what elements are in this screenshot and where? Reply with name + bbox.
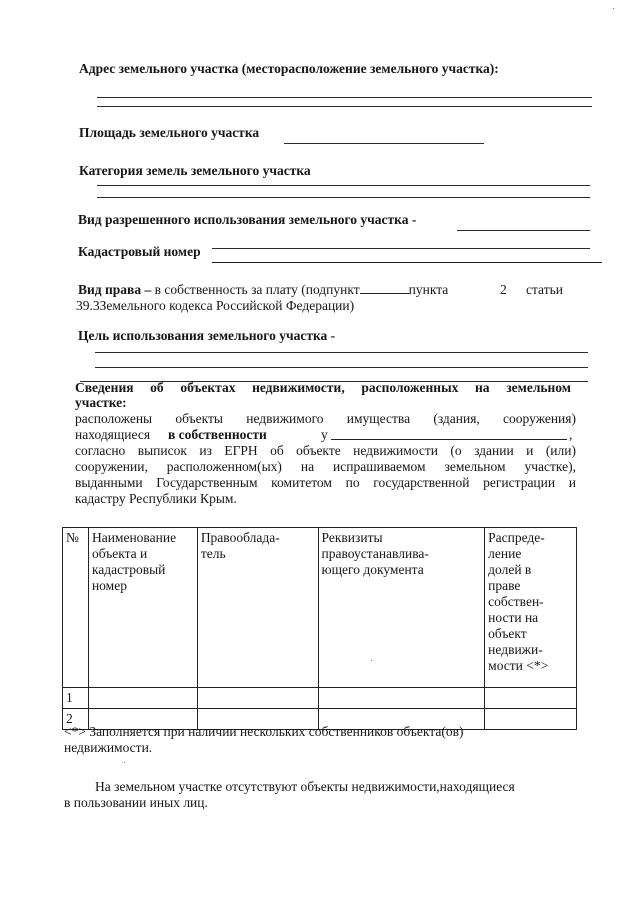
cadastral-line-upper	[212, 248, 590, 249]
table-row	[63, 688, 577, 709]
scan-speck	[613, 8, 614, 9]
owner-blank	[331, 439, 567, 440]
right-type-line-1	[78, 282, 570, 298]
row-number: 1	[63, 688, 89, 709]
realty-text-2a: находящиеся	[75, 427, 151, 442]
right-type-num: 2	[500, 282, 507, 297]
footnote-line-1: <*> Заполняется при наличии нескольких собственников объекта(ов)	[64, 724, 464, 739]
row-number: 2	[63, 709, 89, 730]
table-cell	[485, 688, 577, 709]
header-document: Реквизиты правоустанавлива- ющего документа	[318, 528, 485, 688]
realty-text-3: согласно выписок из ЕГРН об объекте недвижимости (о здании и (или)	[75, 443, 576, 458]
realty-text-2c: у	[321, 427, 328, 442]
footnote-line-2: недвижимости.	[64, 740, 153, 755]
purpose-line-1	[95, 352, 588, 353]
scan-speck	[371, 660, 372, 661]
purpose-line-2	[95, 367, 588, 368]
area-line	[284, 143, 484, 144]
table-cell	[88, 688, 197, 709]
realty-text-4: сооружении, расположенном(ых) на испрашиваемом земельном участке),	[75, 459, 576, 474]
right-type-label: Вид права –	[78, 282, 152, 297]
realty-heading: Сведения об объектах недвижимости, расположенных на земельном	[75, 380, 571, 395]
right-type-text: в собственность за плату (подпункт	[154, 282, 360, 297]
realty-text-1: расположены объекты недвижимого имущества (здания, сооружения)	[75, 411, 576, 426]
permitted-use-label: Вид разрешенного использования земельного участка -	[78, 212, 417, 227]
purpose-label: Цель использования земельного участка -	[78, 328, 336, 343]
address-label: Адрес земельного участка (месторасположение земельного участка):	[79, 61, 499, 76]
realty-text-2	[75, 427, 576, 443]
address-line-2	[97, 106, 592, 107]
closing-line-2: в пользовании иных лиц.	[64, 795, 208, 810]
realty-text-5: выданными Государственным комитетом по государственной регистрации и	[75, 475, 576, 490]
right-type-after: пункта	[408, 282, 449, 297]
header-object-name: Наименование объекта и кадастровый номер	[88, 528, 197, 688]
realty-text-6: кадастру Республики Крым.	[75, 491, 237, 506]
scan-speck	[124, 762, 125, 763]
category-line-1	[97, 185, 590, 186]
cadastral-line	[212, 262, 602, 263]
header-number: №	[63, 528, 89, 688]
realty-heading-2: участке:	[75, 395, 127, 410]
address-line-1	[97, 97, 592, 98]
table-cell	[197, 688, 318, 709]
category-line-2	[97, 197, 590, 198]
area-label: Площадь земельного участка	[79, 125, 260, 140]
right-type-end: статьи	[526, 282, 563, 297]
header-share: Распреде- ление долей в праве собствен- ности на объект недвижи- мости <*>	[485, 528, 577, 688]
realty-text-2b: в собственности	[168, 427, 267, 442]
permitted-use-line	[457, 230, 590, 231]
category-label: Категория земель земельного участка	[79, 163, 311, 178]
rights-table	[62, 527, 577, 730]
realty-text-2-end: ,	[569, 427, 573, 442]
table-cell	[485, 709, 577, 730]
subparagraph-blank	[360, 283, 409, 294]
table-cell	[318, 688, 485, 709]
table-header-row	[63, 528, 577, 688]
cadastral-label: Кадастровый номер	[78, 244, 201, 259]
right-type-line-2: 39.3Земельного кодекса Российской Федерации)	[76, 298, 355, 313]
header-owner: Правооблада- тель	[197, 528, 318, 688]
closing-line-1: На земельном участке отсутствуют объекты недвижимости,находящиеся	[95, 779, 515, 794]
